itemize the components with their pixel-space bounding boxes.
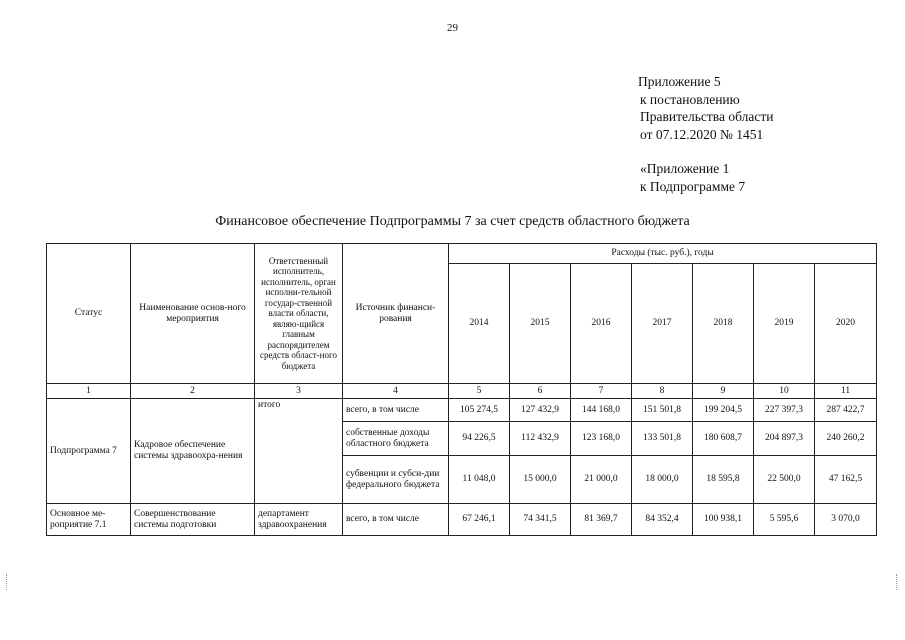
table-cell: 100 938,1: [693, 504, 754, 536]
table-cell: 287 422,7: [815, 399, 877, 422]
row-name: Совершенствование системы подготовки: [131, 504, 255, 536]
appendix-line: к постановлению: [640, 91, 740, 107]
appendix-line: «Приложение 1: [640, 161, 730, 176]
row-name: Кадровое обеспечение системы здравоохра-нения: [131, 399, 255, 504]
table-cell: 94 226,5: [449, 422, 510, 456]
financing-table: [46, 243, 877, 536]
table-cell: 81 369,7: [571, 504, 632, 536]
column-number: 2: [131, 384, 255, 399]
table-cell: 105 274,5: [449, 399, 510, 422]
appendix-block: [638, 73, 773, 195]
table-cell: 18 595,8: [693, 456, 754, 504]
row-status: Основное ме-роприятие 7.1: [47, 504, 131, 536]
appendix-line: Приложение 5: [638, 74, 721, 89]
column-number: 7: [571, 384, 632, 399]
table-cell: 5 595,6: [754, 504, 815, 536]
row-source: всего, в том числе: [343, 504, 449, 536]
appendix-line: от 07.12.2020 № 1451: [640, 126, 764, 142]
header-year: 2014: [449, 264, 510, 384]
table-cell: 3 070,0: [815, 504, 877, 536]
header-expenses: Расходы (тыс. руб.), годы: [449, 244, 877, 264]
table-cell: 47 162,5: [815, 456, 877, 504]
table-cell: 74 341,5: [510, 504, 571, 536]
column-number: 4: [343, 384, 449, 399]
table-cell: 15 000,0: [510, 456, 571, 504]
row-source: всего, в том числе: [343, 399, 449, 422]
header-responsible: Ответственный исполнитель, исполнитель, орган исполни-тельной государ-ственной власти области, являю-щийся главным распорядителем средств област-ного бюджета: [255, 244, 343, 384]
table-cell: 112 432,9: [510, 422, 571, 456]
header-year: 2020: [815, 264, 877, 384]
table-cell: 180 608,7: [693, 422, 754, 456]
table-cell: 11 048,0: [449, 456, 510, 504]
row-source: собственные доходы областного бюджета: [343, 422, 449, 456]
table-cell: 123 168,0: [571, 422, 632, 456]
scan-edge-mark: [896, 574, 899, 590]
document-title: Финансовое обеспечение Подпрограммы 7 за счет средств областного бюджета: [215, 214, 690, 229]
table-row: [47, 399, 877, 422]
column-number: 8: [632, 384, 693, 399]
header-status: Статус: [47, 244, 131, 384]
row-responsible: итого: [255, 399, 343, 504]
table-cell: 127 432,9: [510, 399, 571, 422]
table-cell: 21 000,0: [571, 456, 632, 504]
appendix-line: к Подпрограмме 7: [640, 178, 746, 194]
table-cell: 204 897,3: [754, 422, 815, 456]
table-cell: 144 168,0: [571, 399, 632, 422]
header-year: 2016: [571, 264, 632, 384]
table-cell: 18 000,0: [632, 456, 693, 504]
header-year: 2017: [632, 264, 693, 384]
page-number: 29: [447, 22, 458, 34]
table-cell: 240 260,2: [815, 422, 877, 456]
column-number: 1: [47, 384, 131, 399]
header-name: Наименование основ-ного мероприятия: [131, 244, 255, 384]
appendix-line: Правительства области: [640, 109, 774, 124]
header-year: 2015: [510, 264, 571, 384]
table-cell: 199 204,5: [693, 399, 754, 422]
table-cell: 227 397,3: [754, 399, 815, 422]
table-cell: 22 500,0: [754, 456, 815, 504]
column-number: 5: [449, 384, 510, 399]
table-cell: 84 352,4: [632, 504, 693, 536]
header-year: 2019: [754, 264, 815, 384]
row-responsible: департамент здравоохранения: [255, 504, 343, 536]
column-number: 10: [754, 384, 815, 399]
table-cell: 151 501,8: [632, 399, 693, 422]
table-cell: 67 246,1: [449, 504, 510, 536]
column-number: 11: [815, 384, 877, 399]
column-number: 3: [255, 384, 343, 399]
row-status: Подпрограмма 7: [47, 399, 131, 504]
row-source: субвенции и субси-дии федерального бюджета: [343, 456, 449, 504]
table-cell: 133 501,8: [632, 422, 693, 456]
header-year: 2018: [693, 264, 754, 384]
column-number: 9: [693, 384, 754, 399]
header-source: Источник финанси-рования: [343, 244, 449, 384]
table-row: [47, 504, 877, 536]
column-number: 6: [510, 384, 571, 399]
scan-edge-mark: [6, 574, 9, 590]
